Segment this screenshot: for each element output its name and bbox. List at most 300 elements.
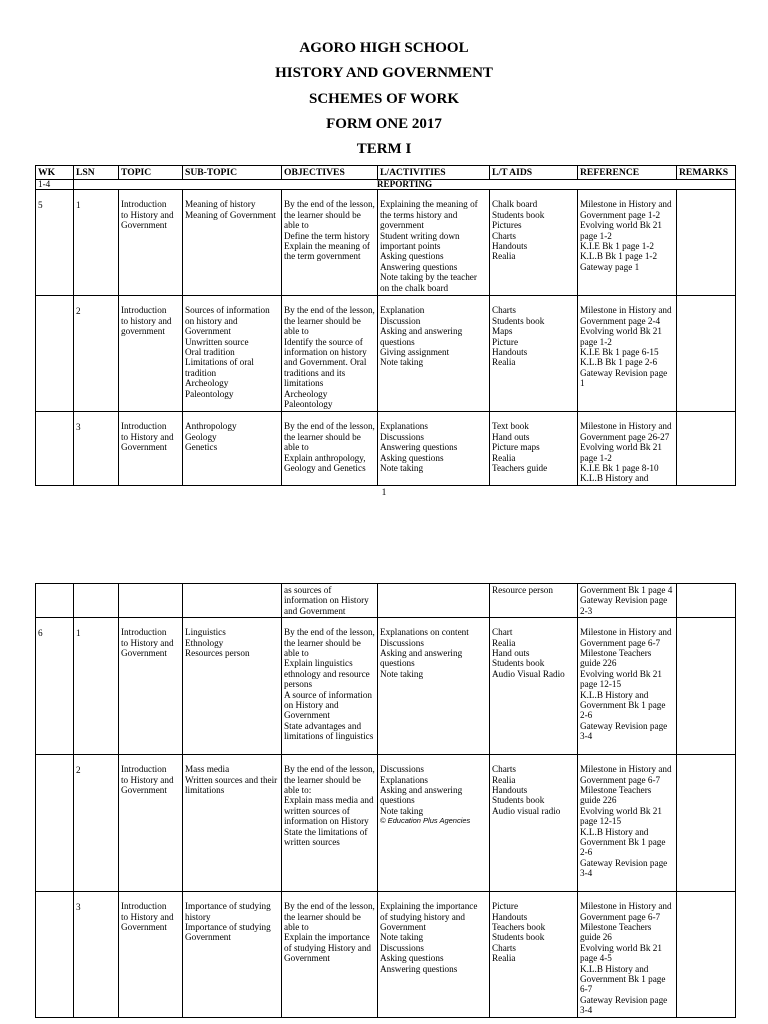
aids-cell xyxy=(490,618,578,755)
cell-line: K.L.B Bk 1 page 1-2 xyxy=(580,251,658,262)
cell-line: K.L.B History and xyxy=(580,689,649,700)
cell-line: Realia xyxy=(492,774,516,785)
table-row xyxy=(36,892,736,1018)
cell-line: K.L.B History and xyxy=(580,826,649,837)
cell-line: Charts xyxy=(492,230,516,241)
cell-line: Realia xyxy=(492,357,516,368)
cell-line: Explanation xyxy=(380,305,425,316)
aids-cell xyxy=(490,190,578,296)
cell-line: Students book xyxy=(492,658,545,669)
school-name: AGORO HIGH SCHOOL xyxy=(299,40,469,56)
week-cell: 5 xyxy=(36,190,74,296)
objectives-cell xyxy=(282,190,378,296)
cell-line: Milestone Teachers xyxy=(580,648,652,659)
cell-line: the learner should be xyxy=(284,431,361,442)
cell-line: Government xyxy=(121,922,167,933)
cell-line: K.L.B History and xyxy=(580,473,649,484)
lesson-cell: 1 xyxy=(74,190,119,296)
cell-line: Asking and answering xyxy=(380,648,463,659)
cell-line: Realia xyxy=(492,637,516,648)
col-header: LSN xyxy=(74,166,119,180)
activities-cell xyxy=(378,296,490,412)
cell-line: history xyxy=(185,911,211,922)
cell-line: persons xyxy=(284,679,313,690)
activities-cell xyxy=(378,618,490,755)
table-row xyxy=(36,412,736,485)
cell-line: Geology xyxy=(185,431,217,442)
cell-line: the learner should be xyxy=(284,774,361,785)
cell-line: Mass media xyxy=(185,764,230,775)
lesson-cell: 2 xyxy=(74,296,119,412)
col-header: TOPIC xyxy=(119,166,183,180)
remarks-cell xyxy=(677,412,736,485)
cell-line: the learner should be xyxy=(284,315,361,326)
cell-line: Teachers book xyxy=(492,922,546,933)
cell-line: Students book xyxy=(492,795,545,806)
cell-line: Text book xyxy=(492,421,529,432)
cell-line: Note taking xyxy=(380,357,424,368)
cell-line: Explain the importance xyxy=(284,932,370,943)
cell-line: Government Bk 1 page xyxy=(580,974,666,985)
cell-line: written sources xyxy=(284,837,340,848)
cell-line: Limitations of oral xyxy=(185,357,254,368)
cell-line: to History and xyxy=(121,431,174,442)
subtopic-cell xyxy=(183,412,282,485)
cell-line: able to xyxy=(284,922,309,933)
cell-line: of studying history and xyxy=(380,911,465,922)
cell-line: Gateway Revision page 1 xyxy=(580,367,668,389)
cell-line: Government xyxy=(121,220,167,231)
cell-line: 2-6 xyxy=(580,847,593,858)
cell-line: By the end of the lesson, xyxy=(284,764,375,775)
cell-line: written sources of xyxy=(284,805,350,816)
cell-line: Note taking xyxy=(380,805,424,816)
cell-line: Handouts xyxy=(492,911,528,922)
cell-line: Government xyxy=(380,922,426,933)
copyright-watermark: © Education Plus Agencies xyxy=(380,816,471,826)
cell-line: Archeology xyxy=(284,388,328,399)
cell-line: Students book xyxy=(492,209,545,220)
cell-line: Students book xyxy=(492,315,545,326)
cell-line: Evolving world Bk 21 xyxy=(580,326,662,337)
cell-line: Ethnology xyxy=(185,637,224,648)
cell-line: Government xyxy=(121,785,167,796)
cell-line: Asking and answering xyxy=(380,326,463,337)
cell-line: Evolving world Bk 21 xyxy=(580,442,662,453)
cell-line: information on History xyxy=(284,595,369,606)
cell-line: to History and xyxy=(121,637,174,648)
cell-line: Picture maps xyxy=(492,442,540,453)
cell-line: and Government xyxy=(284,605,346,616)
cell-line: K.L.B History and xyxy=(580,963,649,974)
cell-line: Government page 6-7 xyxy=(580,774,661,785)
cell-line: of studying History and xyxy=(284,942,372,953)
document-header xyxy=(0,36,768,162)
cell-line: Discussions xyxy=(380,637,424,648)
continuation-reference xyxy=(578,584,677,618)
table-row xyxy=(36,618,736,755)
cell-line: limitations of linguistics xyxy=(284,731,374,742)
cell-line: government xyxy=(380,220,424,231)
lesson-cell: 1 xyxy=(74,618,119,755)
reference-cell xyxy=(578,190,677,296)
cell-line: page 1-2 xyxy=(580,336,612,347)
cell-line: Resources person xyxy=(185,648,250,659)
col-header: OBJECTIVES xyxy=(282,166,378,180)
cell-line: Importance of studying xyxy=(185,901,271,912)
cell-line: Introduction xyxy=(121,421,167,432)
cell-line: able to xyxy=(284,648,309,659)
cell-line: guide 226 xyxy=(580,658,617,669)
cell-line: By the end of the lesson, xyxy=(284,901,375,912)
cell-line: Government page 6-7 xyxy=(580,911,661,922)
cell-line: Government Bk 1 page xyxy=(580,700,666,711)
week-cell xyxy=(36,296,74,412)
cell-line: Milestone in History and xyxy=(580,764,672,775)
cell-line: page 1-2 xyxy=(580,230,612,241)
topic-cell xyxy=(119,412,183,485)
objectives-cell xyxy=(282,412,378,485)
remarks-cell xyxy=(677,892,736,1018)
cell-line: Identify the source of xyxy=(284,336,363,347)
cell-line: Gateway Revision page xyxy=(580,994,668,1005)
cell-line: K.I.E Bk 1 page 6-15 xyxy=(580,347,659,358)
activities-cell xyxy=(378,892,490,1018)
week-cell xyxy=(36,412,74,485)
remarks-cell xyxy=(677,618,736,755)
continuation-aids xyxy=(490,584,578,618)
cell-line: Resource person xyxy=(492,585,553,595)
cell-line: Answering questions xyxy=(380,261,458,272)
cell-line: Audio Visual Radio xyxy=(492,668,565,679)
cell-line: Evolving world Bk 21 xyxy=(580,220,662,231)
cell-line: to History and xyxy=(121,911,174,922)
term-title: TERM I xyxy=(356,141,412,158)
cell-line: Introduction xyxy=(121,901,167,912)
cell-line: Explanations xyxy=(380,774,428,785)
cell-line: Unwritten source xyxy=(185,336,249,347)
lesson-cell: 3 xyxy=(74,412,119,485)
cell-line: K.I.E Bk 1 page 1-2 xyxy=(580,241,654,252)
col-header: REMARKS xyxy=(677,166,736,180)
cell-line: Teachers guide xyxy=(492,463,548,474)
cell-line: Handouts xyxy=(492,785,528,796)
cell-line: questions xyxy=(380,658,415,669)
cell-line: Gateway Revision page xyxy=(580,857,668,868)
cell-line: Government xyxy=(284,710,330,721)
cell-line: Explaining the importance xyxy=(380,901,478,912)
aids-cell xyxy=(490,755,578,892)
cell-line: 2-3 xyxy=(580,605,593,616)
cell-line: the term government xyxy=(284,251,361,262)
cell-line: K.L.B Bk 1 page 2-6 xyxy=(580,357,658,368)
reporting-week: 1-4 xyxy=(36,180,74,190)
cell-line: on history and xyxy=(185,315,238,326)
cell-line: Government page 2-4 xyxy=(580,315,661,326)
week-cell xyxy=(36,892,74,1018)
cell-line: Introduction xyxy=(121,199,167,210)
objectives-cell xyxy=(282,618,378,755)
cell-line: Chart xyxy=(492,627,513,638)
reporting-row xyxy=(36,180,736,190)
cell-line: page 1-2 xyxy=(580,452,612,463)
cell-line: Milestone Teachers xyxy=(580,922,652,933)
cell-line: Meaning of history xyxy=(185,199,256,210)
cell-line: Explaining the meaning of xyxy=(380,199,478,210)
subtopic-cell xyxy=(183,296,282,412)
cell-line: Explain linguistics xyxy=(284,658,353,669)
cell-line: page 4-5 xyxy=(580,953,612,964)
cell-line: able to: xyxy=(284,785,312,796)
cell-line: Paleontology xyxy=(284,399,333,410)
cell-line: guide 226 xyxy=(580,795,617,806)
scheme-table-page-1 xyxy=(35,165,736,486)
cell-line: Milestone in History and xyxy=(580,421,672,432)
cell-line: on the chalk board xyxy=(380,282,449,293)
cell-line: the terms history and xyxy=(380,209,458,220)
cell-line: government xyxy=(121,326,165,337)
cell-line: 2-6 xyxy=(580,710,593,721)
cell-line: K.I.E Bk 1 page 8-10 xyxy=(580,463,659,474)
cell-line: By the end of the lesson, xyxy=(284,627,375,638)
activities-cell xyxy=(378,190,490,296)
cell-line: tradition xyxy=(185,367,217,378)
topic-cell xyxy=(119,618,183,755)
cell-line: Milestone in History and xyxy=(580,305,672,316)
cell-line: Handouts xyxy=(492,241,528,252)
cell-line: Realia xyxy=(492,251,516,262)
table-row xyxy=(36,296,736,412)
cell-line: Answering questions xyxy=(380,442,458,453)
cell-line: Evolving world Bk 21 xyxy=(580,668,662,679)
objectives-cell xyxy=(282,892,378,1018)
remarks-cell xyxy=(677,296,736,412)
cell-line: Government Bk 1 page 4 xyxy=(580,585,673,595)
cell-line: Charts xyxy=(492,305,516,316)
cell-line: important points xyxy=(380,241,441,252)
cell-line: Sources of information xyxy=(185,305,270,316)
week-cell: 6 xyxy=(36,618,74,755)
cell-line: and Government. Oral xyxy=(284,357,367,368)
cell-line: Gateway page 1 xyxy=(580,261,640,272)
cell-line: information on History xyxy=(284,816,369,827)
cell-line: Explanations on content xyxy=(380,627,469,638)
cell-line: Audio visual radio xyxy=(492,805,561,816)
cell-line: Discussions xyxy=(380,942,424,953)
reference-cell xyxy=(578,892,677,1018)
cell-line: Giving assignment xyxy=(380,347,450,358)
cell-line: A source of information xyxy=(284,689,373,700)
lesson-cell: 2 xyxy=(74,755,119,892)
cell-line: Milestone in History and xyxy=(580,901,672,912)
subtopic-cell xyxy=(183,755,282,892)
remarks-cell xyxy=(677,755,736,892)
table-row xyxy=(36,755,736,892)
cell-line: Handouts xyxy=(492,347,528,358)
aids-cell xyxy=(490,892,578,1018)
cell-line: Explain the meaning of xyxy=(284,241,370,252)
cell-line: Gateway Revision page xyxy=(580,595,668,606)
cell-line: Note taking xyxy=(380,668,424,679)
cell-line: questions xyxy=(380,795,415,806)
cell-line: to History and xyxy=(121,209,174,220)
cell-line: Government page 6-7 xyxy=(580,637,661,648)
cell-line: Hand outs xyxy=(492,648,530,659)
activities-cell xyxy=(378,755,490,892)
cell-line: Students book xyxy=(492,932,545,943)
document-type: SCHEMES OF WORK xyxy=(308,90,460,107)
cell-line: Introduction xyxy=(121,627,167,638)
cell-line: Explain mass media and xyxy=(284,795,374,806)
objectives-cell xyxy=(282,755,378,892)
scheme-table-page-2 xyxy=(35,583,736,1018)
cell-line: questions xyxy=(380,336,415,347)
cell-line: ethnology and resource xyxy=(284,668,370,679)
cell-line: Geology and Genetics xyxy=(284,463,366,474)
cell-line: 3-4 xyxy=(580,868,593,879)
cell-line: the learner should be xyxy=(284,911,361,922)
cell-line: Milestone in History and xyxy=(580,627,672,638)
form-year: FORM ONE 2017 xyxy=(326,115,442,132)
cell-line: Discussions xyxy=(380,431,424,442)
cell-line: Explanations xyxy=(380,421,428,432)
cell-line: limitations xyxy=(185,785,225,796)
cell-line: By the end of the lesson, xyxy=(284,421,375,432)
cell-line: able to xyxy=(284,326,309,337)
cell-line: State the limitations of xyxy=(284,826,368,837)
reference-cell xyxy=(578,296,677,412)
cell-line: page 12-15 xyxy=(580,679,622,690)
continuation-row xyxy=(36,584,736,618)
cell-line: Discussions xyxy=(380,764,424,775)
cell-line: guide 26 xyxy=(580,932,612,943)
cell-line: to history and xyxy=(121,315,172,326)
cell-line: Asking and answering xyxy=(380,785,463,796)
cell-line: By the end of the lesson, xyxy=(284,305,375,316)
subject-title: HISTORY AND GOVERNMENT xyxy=(275,65,493,82)
cell-line: Asking questions xyxy=(380,953,444,964)
cell-line: Introduction xyxy=(121,764,167,775)
cell-line: page 12-15 xyxy=(580,816,622,827)
table-row xyxy=(36,190,736,296)
col-header: SUB-TOPIC xyxy=(183,166,282,180)
cell-line: Asking questions xyxy=(380,452,444,463)
cell-line: Government xyxy=(284,953,330,964)
cell-line: Note taking by the teacher xyxy=(380,272,477,283)
cell-line: Anthropology xyxy=(185,421,237,432)
cell-line: Explain anthropology, xyxy=(284,452,366,463)
cell-line: on History and xyxy=(284,700,339,711)
cell-line: Maps xyxy=(492,326,513,337)
aids-cell xyxy=(490,296,578,412)
cell-line: the learner should be xyxy=(284,209,361,220)
cell-line: Government xyxy=(121,442,167,453)
reference-cell xyxy=(578,412,677,485)
cell-line: able to xyxy=(284,220,309,231)
cell-line: Realia xyxy=(492,452,516,463)
col-header: L/T AIDS xyxy=(490,166,578,180)
lesson-cell: 3 xyxy=(74,892,119,1018)
reference-cell xyxy=(578,618,677,755)
cell-line: By the end of the lesson, xyxy=(284,199,375,210)
cell-line: Oral tradition xyxy=(185,347,235,358)
cell-line: Evolving world Bk 21 xyxy=(580,805,662,816)
cell-line: 3-4 xyxy=(580,731,593,742)
cell-line: Government xyxy=(121,648,167,659)
col-header: REFERENCE xyxy=(578,166,677,180)
cell-line: Government page 26-27 xyxy=(580,431,670,442)
cell-line: the learner should be xyxy=(284,637,361,648)
cell-line: traditions and its xyxy=(284,367,346,378)
cell-line: Chalk board xyxy=(492,199,538,210)
page-number: 1 xyxy=(381,488,387,498)
cell-line: Milestone Teachers xyxy=(580,785,652,796)
cell-line: Milestone in History and xyxy=(580,199,672,210)
cell-line: Picture xyxy=(492,336,519,347)
cell-line: 6-7 xyxy=(580,984,593,995)
cell-line: Government xyxy=(185,326,231,337)
cell-line: able to xyxy=(284,442,309,453)
topic-cell xyxy=(119,755,183,892)
cell-line: Note taking xyxy=(380,932,424,943)
cell-line: Paleontology xyxy=(185,388,234,399)
col-header: L/ACTIVITIES xyxy=(378,166,490,180)
cell-line: Gateway Revision page xyxy=(580,720,668,731)
cell-line: limitations xyxy=(284,378,324,389)
subtopic-cell xyxy=(183,892,282,1018)
cell-line: Charts xyxy=(492,764,516,775)
week-cell xyxy=(36,755,74,892)
cell-line: Picture xyxy=(492,901,519,912)
topic-cell xyxy=(119,892,183,1018)
remarks-cell xyxy=(677,190,736,296)
cell-line: State advantages and xyxy=(284,720,362,731)
cell-line: Meaning of Government xyxy=(185,209,276,220)
aids-cell xyxy=(490,412,578,485)
objectives-cell xyxy=(282,296,378,412)
cell-line: Note taking xyxy=(380,463,424,474)
subtopic-cell xyxy=(183,618,282,755)
activities-cell xyxy=(378,412,490,485)
cell-line: Government xyxy=(185,932,231,943)
reporting-label: REPORTING xyxy=(74,180,736,190)
cell-line: Answering questions xyxy=(380,963,458,974)
subtopic-cell xyxy=(183,190,282,296)
cell-line: Discussion xyxy=(380,315,421,326)
cell-line: Hand outs xyxy=(492,431,530,442)
cell-line: Archeology xyxy=(185,378,229,389)
cell-line: Realia xyxy=(492,953,516,964)
cell-line: information on history xyxy=(284,347,367,358)
cell-line: Written sources and their xyxy=(185,774,278,785)
cell-line: Government page 1-2 xyxy=(580,209,661,220)
cell-line: Importance of studying xyxy=(185,922,271,933)
cell-line: to History and xyxy=(121,774,174,785)
cell-line: 3-4 xyxy=(580,1005,593,1016)
cell-line: Linguistics xyxy=(185,627,226,638)
cell-line: Evolving world Bk 21 xyxy=(580,942,662,953)
topic-cell xyxy=(119,190,183,296)
cell-line: as sources of xyxy=(284,585,332,595)
cell-line: Charts xyxy=(492,942,516,953)
cell-line: Genetics xyxy=(185,442,218,453)
cell-line: Introduction xyxy=(121,305,167,316)
cell-line: Asking questions xyxy=(380,251,444,262)
cell-line: Pictures xyxy=(492,220,522,231)
cell-line: Define the term history xyxy=(284,230,370,241)
cell-line: Student writing down xyxy=(380,230,460,241)
col-header: WK xyxy=(36,166,74,180)
